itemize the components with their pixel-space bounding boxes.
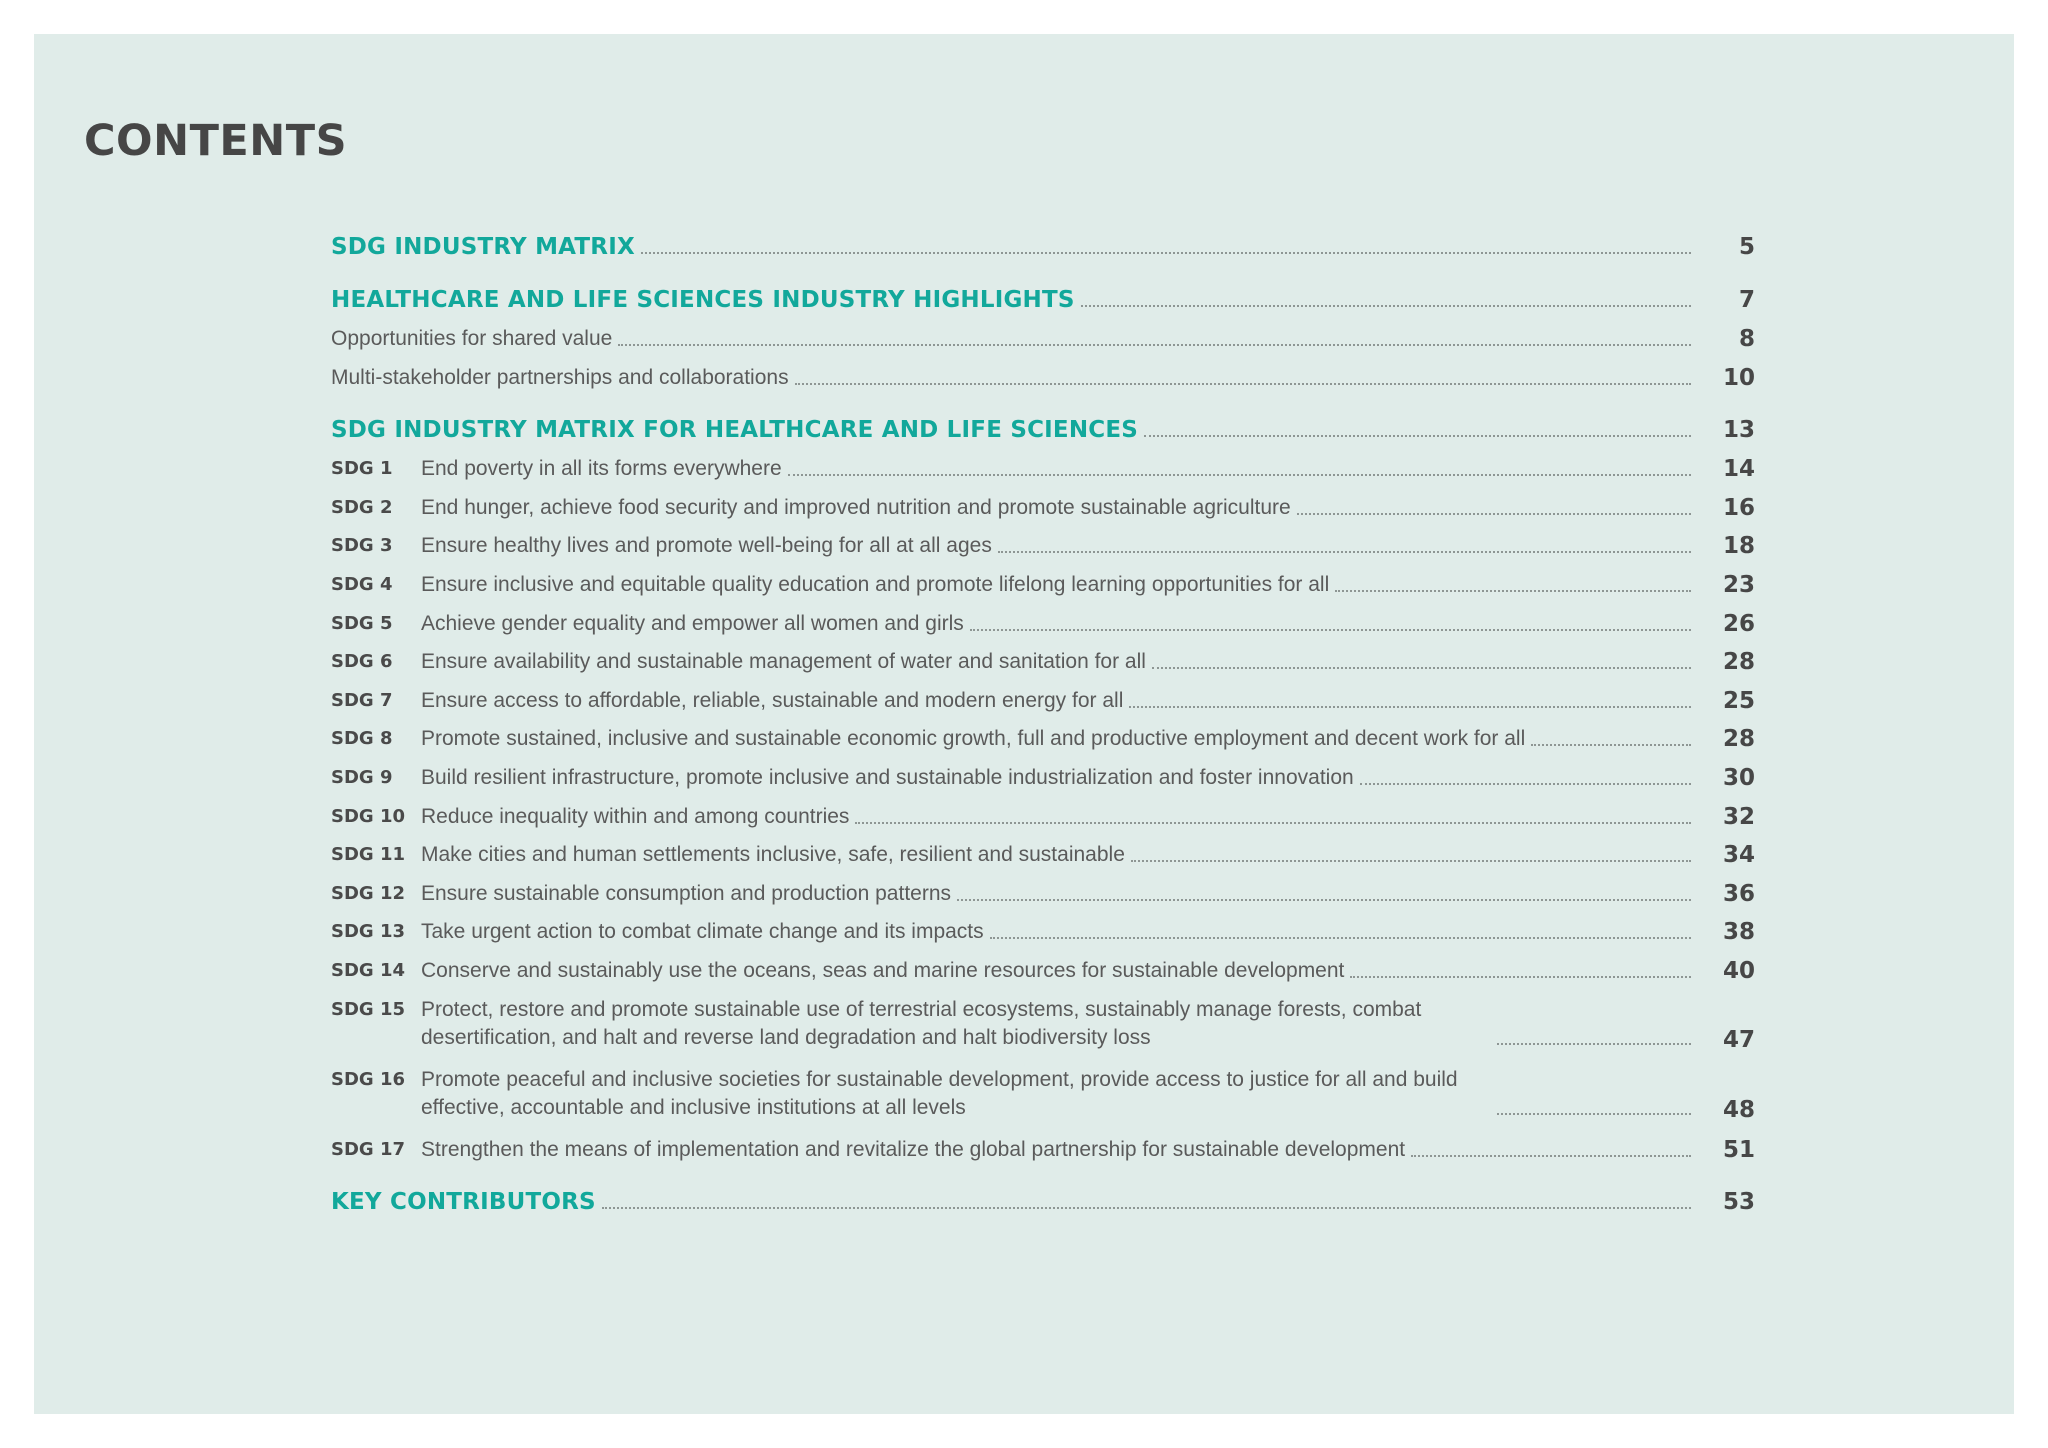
toc-item-label: Ensure healthy lives and promote well-being for all at all ages (421, 534, 992, 558)
page-number: 14 (1722, 456, 1755, 483)
sdg-code: SDG 6 (331, 651, 393, 673)
page-number: 28 (1722, 649, 1755, 676)
toc-item-sdg-9[interactable] (331, 764, 1755, 803)
sdg-code: SDG 2 (331, 496, 393, 518)
sdg-code: SDG 5 (331, 612, 393, 634)
dot-leader (1411, 1155, 1691, 1157)
toc-item-label: Ensure availability and sustainable management of water and sanitation for all (421, 650, 1146, 674)
toc-item-label: Reduce inequality within and among countries (421, 804, 850, 828)
toc-item-label: Promote sustained, inclusive and sustainable economic growth, full and productive employment and decent work for all (421, 727, 1526, 751)
dot-leader (641, 252, 1691, 254)
dot-leader (1360, 783, 1691, 785)
toc-item-sdg-3[interactable] (331, 532, 1755, 571)
sdg-code: SDG 9 (331, 766, 393, 788)
toc-item-label: Promote peaceful and inclusive societies for sustainable development, provide access to justice for all and build effective, accountable and inclusive institutions at all levels (421, 1067, 1458, 1119)
toc-item-sdg-13[interactable] (331, 918, 1755, 957)
dot-leader (1335, 590, 1691, 592)
dot-leader (855, 822, 1691, 824)
sdg-code: SDG 17 (331, 1138, 405, 1160)
page-number: 5 (1738, 234, 1755, 260)
toc-item-label: Ensure inclusive and equitable quality education and promote lifelong learning opportunities for all (421, 572, 1330, 596)
dot-leader (1081, 305, 1691, 307)
toc-item-label: Protect, restore and promote sustainable use of terrestrial ecosystems, sustainably manage forests, combat desertification, and halt and reverse land degradation and halt biodiversity loss (421, 997, 1422, 1049)
toc-item-label: Build resilient infrastructure, promote inclusive and sustainable industrialization and foster innovation (421, 765, 1354, 789)
page-number: 34 (1722, 842, 1755, 869)
page-number: 38 (1722, 919, 1755, 946)
toc-item-label: Ensure access to affordable, reliable, sustainable and modern energy for all (421, 688, 1124, 712)
page-number: 51 (1722, 1136, 1755, 1163)
toc-item-sdg-15[interactable] (331, 996, 1755, 1066)
toc-item-sdg-6[interactable] (331, 648, 1755, 687)
toc-item-sdg-11[interactable] (331, 841, 1755, 880)
sdg-code: SDG 1 (331, 458, 393, 480)
dot-leader (970, 629, 1691, 631)
toc-item-label: Multi-stakeholder partnerships and collaborations (331, 365, 789, 389)
toc-item-label: Conserve and sustainably use the oceans, seas and marine resources for sustainable development (421, 958, 1345, 982)
sdg-code: SDG 11 (331, 844, 405, 866)
sdg-code: SDG 4 (331, 573, 393, 595)
dot-leader (795, 383, 1691, 385)
toc-item-sdg-4[interactable] (331, 571, 1755, 610)
toc-item-label: Strengthen the means of implementation and revitalize the global partnership for sustainable development (421, 1137, 1406, 1161)
page-number: 7 (1738, 287, 1755, 313)
toc-item-sdg-14[interactable] (331, 957, 1755, 996)
table-of-contents (331, 232, 1755, 1227)
toc-item-sdg-5[interactable] (331, 610, 1755, 649)
page-number: 13 (1722, 417, 1755, 444)
toc-heading-label: KEY CONTRIBUTORS (331, 1189, 596, 1216)
toc-item-label: Achieve gender equality and empower all women and girls (421, 611, 964, 635)
page-number: 16 (1722, 494, 1755, 521)
dot-leader (990, 937, 1691, 939)
page-title: CONTENTS (84, 116, 348, 166)
toc-item-sdg-16[interactable] (331, 1066, 1755, 1136)
sdg-code: SDG 3 (331, 535, 393, 557)
dot-leader (1350, 976, 1691, 978)
toc-item-sdg-2[interactable] (331, 494, 1755, 533)
page-number: 23 (1722, 571, 1755, 598)
page-number: 32 (1722, 803, 1755, 830)
sdg-code: SDG 14 (331, 959, 405, 981)
toc-item-partnerships[interactable] (331, 364, 1755, 403)
dot-leader (1497, 1043, 1691, 1045)
dot-leader (1297, 513, 1691, 515)
dot-leader (1497, 1113, 1691, 1115)
dot-leader (1144, 435, 1691, 437)
sdg-code: SDG 16 (331, 1068, 405, 1090)
toc-heading-label: HEALTHCARE AND LIFE SCIENCES INDUSTRY HIGHLIGHTS (331, 287, 1075, 313)
dot-leader (1531, 744, 1691, 746)
dot-leader (618, 344, 1691, 346)
toc-item-sdg-17[interactable] (331, 1136, 1755, 1175)
dot-leader (957, 899, 1691, 901)
page-number: 40 (1722, 957, 1755, 984)
page-number: 28 (1722, 726, 1755, 753)
dot-leader (998, 551, 1691, 553)
toc-item-sdg-1[interactable] (331, 455, 1755, 494)
toc-heading-label: SDG INDUSTRY MATRIX (331, 234, 635, 260)
toc-item-sdg-8[interactable] (331, 725, 1755, 764)
toc-item-label: End hunger, achieve food security and improved nutrition and promote sustainable agriculture (421, 495, 1291, 519)
page-number: 47 (1722, 1026, 1755, 1053)
page-number: 10 (1722, 364, 1755, 391)
dot-leader (1152, 667, 1691, 669)
page-number: 53 (1722, 1189, 1755, 1216)
page-number: 8 (1738, 326, 1755, 352)
page-number: 36 (1722, 880, 1755, 907)
toc-heading-sdg-matrix-healthcare[interactable] (331, 415, 1755, 455)
sdg-code: SDG 13 (331, 921, 405, 943)
toc-item-shared-value[interactable] (331, 325, 1755, 364)
sdg-code: SDG 12 (331, 882, 405, 904)
toc-item-sdg-7[interactable] (331, 687, 1755, 726)
page-number: 26 (1722, 610, 1755, 637)
toc-item-sdg-12[interactable] (331, 880, 1755, 919)
sdg-code: SDG 7 (331, 689, 393, 711)
dot-leader (602, 1207, 1691, 1209)
sdg-code: SDG 15 (331, 998, 405, 1020)
toc-heading-label: SDG INDUSTRY MATRIX FOR HEALTHCARE AND LIFE SCIENCES (331, 417, 1139, 444)
toc-item-label: Make cities and human settlements inclusive, safe, resilient and sustainable (421, 843, 1125, 867)
toc-heading-key-contributors[interactable] (331, 1187, 1755, 1227)
toc-item-label: Take urgent action to combat climate change and its impacts (421, 920, 984, 944)
toc-item-sdg-10[interactable] (331, 803, 1755, 842)
page-number: 18 (1722, 533, 1755, 560)
toc-heading-sdg-industry-matrix[interactable] (331, 232, 1755, 272)
sdg-code: SDG 10 (331, 805, 405, 827)
dot-leader (788, 474, 1691, 476)
dot-leader (1131, 860, 1691, 862)
dot-leader (1129, 706, 1691, 708)
toc-item-label: End poverty in all its forms everywhere (421, 457, 782, 481)
page-number: 48 (1722, 1096, 1755, 1123)
sdg-code: SDG 8 (331, 728, 393, 750)
page-number: 30 (1722, 764, 1755, 791)
toc-item-label: Opportunities for shared value (331, 327, 613, 350)
toc-item-label: Ensure sustainable consumption and production patterns (421, 881, 952, 905)
toc-heading-industry-highlights[interactable] (331, 285, 1755, 325)
page-number: 25 (1722, 687, 1755, 714)
